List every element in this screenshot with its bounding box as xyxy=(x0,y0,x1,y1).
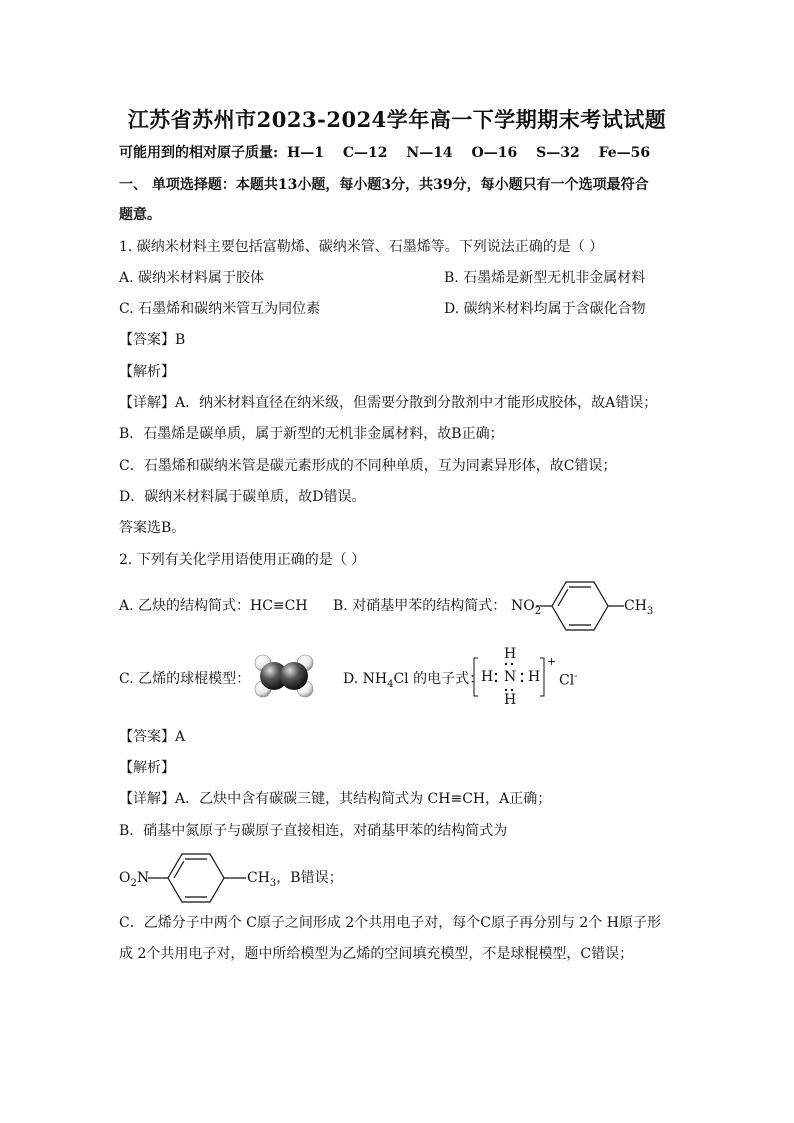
q1-option-a: A. 碳纳米材料属于胶体 xyxy=(119,270,265,286)
atomic-mass-h: H—1 xyxy=(287,145,325,161)
q2-option-a: A. 乙炔的结构简式：HC≡CH xyxy=(119,598,308,614)
q2-b-ch3-label: $CH_3$ xyxy=(624,598,654,617)
nh4-n: N xyxy=(504,669,517,685)
q1-answer: 【答案】B xyxy=(119,332,186,348)
q2-answer: 【答案】A xyxy=(119,729,186,745)
q2-analysis-label: 【解析】 xyxy=(119,760,175,776)
q2-detail-a: 【详解】A．乙炔中含有碳碳三键，其结构简式为 CH≡CH，A正确； xyxy=(119,791,552,807)
atomic-mass-label: 可能用到的相对原子质量: xyxy=(119,145,279,161)
nh4cl-electron-dot-formula xyxy=(470,644,590,710)
q2-b-benzene-ring-icon xyxy=(536,578,626,634)
q2-option-b: B. 对硝基甲苯的结构简式： xyxy=(333,598,507,614)
q2-expl-benzene-ring-icon xyxy=(148,850,250,906)
nh4-charge-plus: + xyxy=(547,655,557,668)
atomic-mass-fe: Fe—56 xyxy=(598,145,651,161)
q1-detail-c: C．石墨烯和碳纳米管是碳元素形成的不同种单质，互为同素异形体，故C错误； xyxy=(119,458,617,474)
atomic-mass-c: C—12 xyxy=(342,145,388,161)
q1-detail-a: 【详解】A．纳米材料直径在纳米级，但需要分散到分散剂中才能形成胶体，故A错误； xyxy=(119,395,658,411)
q1-detail-b: B．石墨烯是碳单质，属于新型的无机非金属材料，故B正确； xyxy=(119,426,504,442)
q2-detail-c1: C．乙烯分子中两个 C原子之间形成 2个共用电子对，每个C原子再分别与 2个 H原子形 xyxy=(119,915,661,931)
q2-option-d: D. $NH_4Cl$ 的电子式： xyxy=(343,671,484,690)
q2-option-c: C. 乙烯的球棍模型： xyxy=(119,671,251,687)
q2-expl-ch3-label: $CH_3$，B错误； xyxy=(247,870,343,889)
nh4-h-left: H xyxy=(481,669,494,685)
page-title: 江苏省苏州市2023-2024学年高一下学期期末考试试题 xyxy=(127,107,667,132)
atomic-mass-s: S—32 xyxy=(536,145,580,161)
atomic-mass-n: N—14 xyxy=(406,145,453,161)
nh4-h-top: H xyxy=(504,646,517,662)
q1-option-b: B. 石墨烯是新型无机非金属材料 xyxy=(444,270,646,286)
q2-stem: 2. 下列有关化学用语使用正确的是（ ） xyxy=(119,552,366,568)
q1-option-d: D. 碳纳米材料均属于含碳化合物 xyxy=(444,301,646,317)
q2-b-no2-label: $NO_2$ xyxy=(511,598,542,617)
nh4-h-bottom: H xyxy=(504,692,517,708)
q1-option-c: C. 石墨烯和碳纳米管互为同位素 xyxy=(119,301,321,317)
ethylene-space-filling-model-icon xyxy=(253,652,315,700)
q1-conclusion: 答案选B。 xyxy=(119,520,186,536)
q1-stem: 1. 碳纳米材料主要包括富勒烯、碳纳米管、石墨烯等。下列说法正确的是（ ） xyxy=(119,239,604,255)
q1-analysis-label: 【解析】 xyxy=(119,364,175,380)
section-heading-line1: 一、 单项选择题：本题共13小题，每小题3分，共39分，每小题只有一个选项最符合 xyxy=(119,177,649,193)
atomic-mass-line xyxy=(119,143,664,163)
q1-detail-d: D．碳纳米材料属于碳单质，故D错误。 xyxy=(119,489,366,505)
q2-detail-b: B．硝基中氮原子与碳原子直接相连，对硝基甲苯的结构简式为 xyxy=(119,823,508,839)
nh4-h-right: H xyxy=(528,669,541,685)
q2-expl-o2n-label: $O_2N$ xyxy=(119,870,150,889)
chloride-ion: Cl- xyxy=(559,671,578,689)
section-heading-line2: 题意。 xyxy=(119,207,161,223)
q2-detail-c2: 成 2个共用电子对，题中所给模型为乙烯的空间填充模型，不是球棍模型，C错误； xyxy=(119,946,634,962)
atomic-mass-o: O—16 xyxy=(471,145,518,161)
